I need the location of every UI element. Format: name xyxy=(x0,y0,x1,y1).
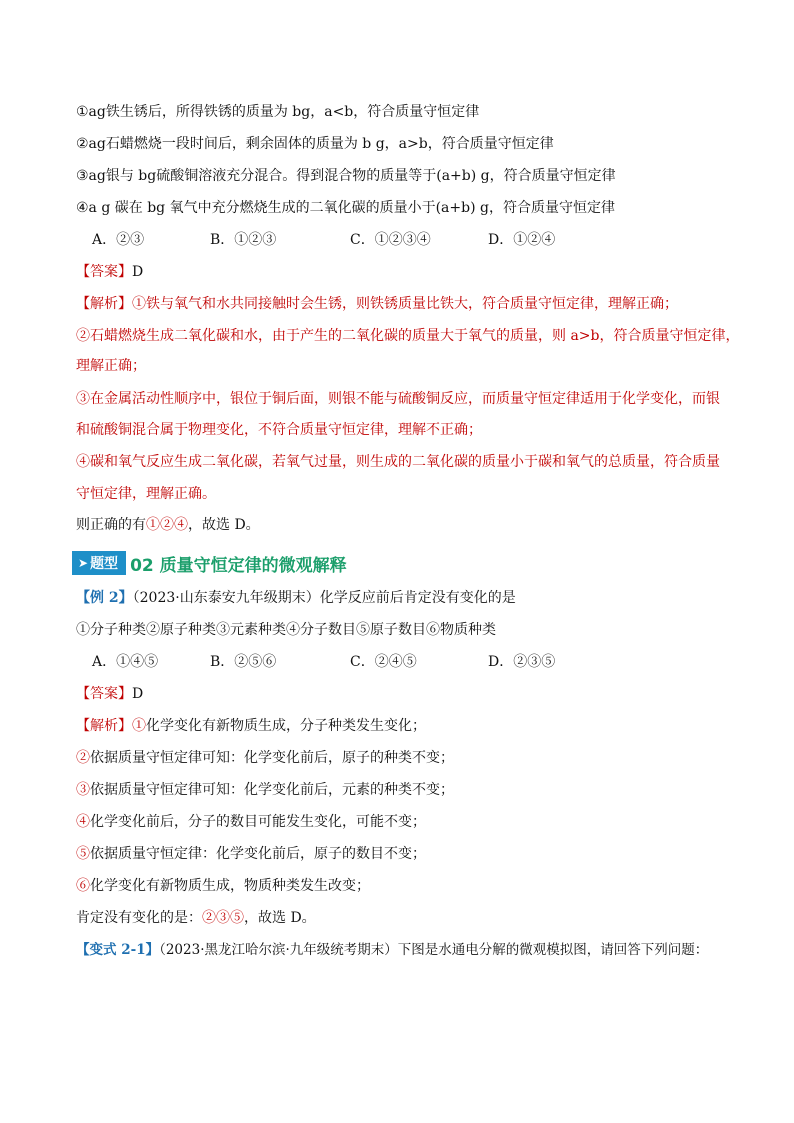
q2-analysis-text: 化学变化有新物质生成，物质种类发生改变； xyxy=(90,878,370,894)
q2-analysis-marker: ⑥ xyxy=(76,878,90,894)
q2-analysis-text: 化学变化前后，分子的数目可能发生变化，可能不变； xyxy=(90,814,426,830)
q1-answer-value: D xyxy=(132,264,144,280)
q1-option-b: B．①②③ xyxy=(210,232,277,248)
q1-analysis-text: ①铁与氧气和水共同接触时会生锈，则铁锈质量比铁大，符合质量守恒定律，理解正确； xyxy=(132,296,678,312)
q2-analysis-marker: ① xyxy=(132,718,146,734)
q2-answer xyxy=(76,684,143,704)
q2-items: ①分子种类②原子种类③元素种类④分子数目⑤原子数目⑥物质种类 xyxy=(76,622,496,638)
q1-conclusion-prefix: 则正确的有 xyxy=(76,517,146,533)
q2-conclusion-prefix: 肯定没有变化的是： xyxy=(76,910,202,926)
q3-question xyxy=(76,940,708,960)
q1-statement-1: ①ag铁生锈后，所得铁锈的质量为 bg，a<b，符合质量守恒定律 xyxy=(76,104,480,120)
q2-analysis-marker: ④ xyxy=(76,814,90,830)
q1-analysis-line-3: 理解正确； xyxy=(76,358,146,374)
q2-source: （2023·山东泰安九年级期末）化学反应前后肯定没有变化的是 xyxy=(132,590,516,606)
q1-answer xyxy=(76,262,143,282)
q1-statement-2: ②ag石蜡燃烧一段时间后，剩余固体的质量为 b g，a>b，符合质量守恒定律 xyxy=(76,136,554,152)
q2-analysis-line-4 xyxy=(76,812,426,832)
q2-analysis-line-6 xyxy=(76,876,370,896)
q2-analysis-marker: ② xyxy=(76,750,90,766)
q2-conclusion-marks: ②③⑤ xyxy=(202,910,244,926)
q2-analysis-text: 化学变化有新物质生成，分子种类发生变化； xyxy=(146,718,426,734)
q1-analysis-line-7: 守恒定律，理解正确。 xyxy=(76,486,216,502)
q1-conclusion-marks: ①②④ xyxy=(146,517,188,533)
q1-analysis-line-6: ④碳和氧气反应生成二氧化碳，若氧气过量，则生成的二氧化碳的质量小于碳和氧气的总质量，符合质量 xyxy=(76,454,720,470)
q2-analysis-line-3 xyxy=(76,780,454,800)
q1-conclusion xyxy=(76,515,260,535)
q1-option-a: A．②③ xyxy=(92,232,145,248)
q2-analysis-line-1 xyxy=(76,716,426,736)
section-tag-label: 题型 xyxy=(90,556,119,572)
q2-analysis-text: 依据质量守恒定律：化学变化前后，原子的数目不变； xyxy=(90,846,426,862)
q1-answer-label: 【答案】 xyxy=(76,264,132,280)
q1-option-c: C．①②③④ xyxy=(350,232,431,248)
q1-analysis-line-4: ③在金属活动性顺序中，银位于铜后面，则银不能与硫酸铜反应，而质量守恒定律适用于化学变化，而银 xyxy=(76,391,720,407)
q1-analysis-line-2: ②石蜡燃烧生成二氧化碳和水，由于产生的二氧化碳的质量大于氧气的质量，则 a>b，符合质量守恒定律， xyxy=(76,328,740,344)
q2-analysis-text: 依据质量守恒定律可知：化学变化前后，元素的种类不变； xyxy=(90,782,454,798)
q2-analysis-line-2 xyxy=(76,748,454,768)
q2-analysis-label: 【解析】 xyxy=(76,718,132,734)
q2-options xyxy=(92,652,555,672)
q3-source: （2023·黑龙江哈尔滨·九年级统考期末）下图是水通电分解的微观模拟图，请回答下列问题： xyxy=(159,942,709,958)
q2-option-a: A．①④⑤ xyxy=(92,654,159,670)
q1-analysis-line-1 xyxy=(76,294,678,314)
section-heading xyxy=(72,550,347,576)
q2-answer-label: 【答案】 xyxy=(76,686,132,702)
q2-option-d: D．②③⑤ xyxy=(488,654,556,670)
q1-analysis-label: 【解析】 xyxy=(76,296,132,312)
q3-label: 【变式 2-1】 xyxy=(76,942,160,958)
play-arrow-icon: ➤ xyxy=(78,556,89,570)
q2-option-c: C．②④⑤ xyxy=(350,654,417,670)
q2-analysis-text: 依据质量守恒定律可知：化学变化前后，原子的种类不变； xyxy=(90,750,454,766)
q2-question xyxy=(76,588,516,608)
q2-analysis-marker: ③ xyxy=(76,782,90,798)
q1-analysis-line-5: 和硫酸铜混合属于物理变化，不符合质量守恒定律，理解不正确； xyxy=(76,422,482,438)
q2-label: 【例 2】 xyxy=(76,590,133,606)
q2-answer-value: D xyxy=(132,686,144,702)
q2-analysis-line-5 xyxy=(76,844,426,864)
section-tag xyxy=(72,551,126,575)
q1-conclusion-suffix: ，故选 D。 xyxy=(188,517,260,533)
q1-options xyxy=(92,230,555,250)
section-title: 02 质量守恒定律的微观解释 xyxy=(130,555,347,576)
q1-option-d: D．①②④ xyxy=(488,232,556,248)
q2-conclusion-suffix: ，故选 D。 xyxy=(244,910,316,926)
q2-conclusion xyxy=(76,908,316,928)
q2-option-b: B．②⑤⑥ xyxy=(210,654,277,670)
q2-analysis-marker: ⑤ xyxy=(76,846,90,862)
q1-statement-3: ③ag银与 bg硫酸铜溶液充分混合。得到混合物的质量等于(a+b) g，符合质量守恒定律 xyxy=(76,168,616,184)
q1-statement-4: ④a g 碳在 bg 氧气中充分燃烧生成的二氧化碳的质量小于(a+b) g，符合质量守恒定律 xyxy=(76,200,615,216)
